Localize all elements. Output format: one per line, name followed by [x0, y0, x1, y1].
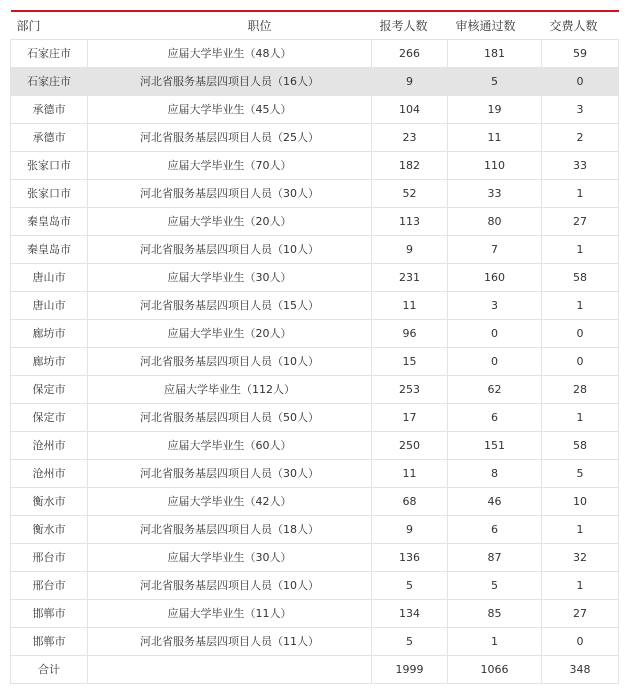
- paid-cell: 58: [542, 263, 619, 291]
- paid-cell: 0: [542, 347, 619, 375]
- table-row: [11, 375, 619, 403]
- position-cell: 河北省服务基层四项目人员（18人）: [88, 515, 372, 543]
- applicants-cell: 5: [372, 627, 448, 655]
- approved-cell: 7: [448, 235, 542, 263]
- approved-cell: 151: [448, 431, 542, 459]
- applicants-cell: 231: [372, 263, 448, 291]
- department-cell: 保定市: [11, 375, 88, 403]
- paid-cell: 0: [542, 319, 619, 347]
- department-cell: 邯郸市: [11, 599, 88, 627]
- position-cell: 应届大学毕业生（112人）: [88, 375, 372, 403]
- data-table: [10, 10, 619, 684]
- approved-cell: 5: [448, 571, 542, 599]
- applicants-cell: 182: [372, 151, 448, 179]
- applicants-cell: 9: [372, 67, 448, 95]
- paid-cell: 348: [542, 655, 619, 683]
- applicants-cell: 17: [372, 403, 448, 431]
- paid-cell: 2: [542, 123, 619, 151]
- position-cell: 应届大学毕业生（45人）: [88, 95, 372, 123]
- table-row: [11, 235, 619, 263]
- header-approved: 审核通过数: [448, 11, 542, 39]
- approved-cell: 33: [448, 179, 542, 207]
- table-row: [11, 543, 619, 571]
- position-cell: 应届大学毕业生（20人）: [88, 207, 372, 235]
- paid-cell: 33: [542, 151, 619, 179]
- applicants-cell: 52: [372, 179, 448, 207]
- applicants-cell: 253: [372, 375, 448, 403]
- position-cell: 河北省服务基层四项目人员（10人）: [88, 347, 372, 375]
- approved-cell: 0: [448, 319, 542, 347]
- table-row: [11, 431, 619, 459]
- position-cell: 河北省服务基层四项目人员（25人）: [88, 123, 372, 151]
- paid-cell: 1: [542, 179, 619, 207]
- data-table-container: [10, 10, 618, 684]
- paid-cell: 27: [542, 599, 619, 627]
- header-paid: 交费人数: [542, 11, 619, 39]
- department-cell: 邢台市: [11, 571, 88, 599]
- approved-cell: 6: [448, 515, 542, 543]
- department-cell: 秦皇岛市: [11, 207, 88, 235]
- table-row: [11, 151, 619, 179]
- position-cell: [88, 655, 372, 683]
- applicants-cell: 68: [372, 487, 448, 515]
- table-row: [11, 95, 619, 123]
- applicants-cell: 9: [372, 235, 448, 263]
- approved-cell: 181: [448, 39, 542, 67]
- approved-cell: 62: [448, 375, 542, 403]
- table-row: [11, 319, 619, 347]
- table-row: [11, 571, 619, 599]
- applicants-cell: 136: [372, 543, 448, 571]
- department-cell: 石家庄市: [11, 67, 88, 95]
- department-cell: 张家口市: [11, 151, 88, 179]
- approved-cell: 87: [448, 543, 542, 571]
- table-row: [11, 207, 619, 235]
- applicants-cell: 134: [372, 599, 448, 627]
- table-body: [11, 39, 619, 683]
- table-row: [11, 291, 619, 319]
- applicants-cell: 1999: [372, 655, 448, 683]
- approved-cell: 11: [448, 123, 542, 151]
- paid-cell: 5: [542, 459, 619, 487]
- header-department: 部门: [11, 11, 88, 39]
- position-cell: 河北省服务基层四项目人员（30人）: [88, 459, 372, 487]
- applicants-cell: 9: [372, 515, 448, 543]
- department-cell: 沧州市: [11, 431, 88, 459]
- header-position: 职位: [88, 11, 372, 39]
- paid-cell: 1: [542, 571, 619, 599]
- position-cell: 应届大学毕业生（70人）: [88, 151, 372, 179]
- paid-cell: 59: [542, 39, 619, 67]
- approved-cell: 0: [448, 347, 542, 375]
- position-cell: 应届大学毕业生（20人）: [88, 319, 372, 347]
- position-cell: 应届大学毕业生（30人）: [88, 263, 372, 291]
- approved-cell: 19: [448, 95, 542, 123]
- department-cell: 唐山市: [11, 263, 88, 291]
- table-row: [11, 627, 619, 655]
- table-row: [11, 599, 619, 627]
- paid-cell: 32: [542, 543, 619, 571]
- applicants-cell: 5: [372, 571, 448, 599]
- position-cell: 河北省服务基层四项目人员（10人）: [88, 235, 372, 263]
- paid-cell: 27: [542, 207, 619, 235]
- paid-cell: 10: [542, 487, 619, 515]
- position-cell: 河北省服务基层四项目人员（30人）: [88, 179, 372, 207]
- paid-cell: 0: [542, 627, 619, 655]
- table-row: [11, 347, 619, 375]
- department-cell: 衡水市: [11, 515, 88, 543]
- paid-cell: 0: [542, 67, 619, 95]
- header-applicants: 报考人数: [372, 11, 448, 39]
- department-cell: 邯郸市: [11, 627, 88, 655]
- total-row: [11, 655, 619, 683]
- paid-cell: 1: [542, 291, 619, 319]
- position-cell: 河北省服务基层四项目人员（50人）: [88, 403, 372, 431]
- department-cell: 石家庄市: [11, 39, 88, 67]
- department-cell: 承德市: [11, 95, 88, 123]
- department-cell: 保定市: [11, 403, 88, 431]
- approved-cell: 5: [448, 67, 542, 95]
- department-cell: 衡水市: [11, 487, 88, 515]
- applicants-cell: 23: [372, 123, 448, 151]
- table-row: [11, 403, 619, 431]
- department-cell: 沧州市: [11, 459, 88, 487]
- applicants-cell: 11: [372, 459, 448, 487]
- approved-cell: 8: [448, 459, 542, 487]
- table-row: [11, 487, 619, 515]
- department-cell: 邢台市: [11, 543, 88, 571]
- paid-cell: 3: [542, 95, 619, 123]
- applicants-cell: 96: [372, 319, 448, 347]
- position-cell: 河北省服务基层四项目人员（16人）: [88, 67, 372, 95]
- applicants-cell: 11: [372, 291, 448, 319]
- department-cell: 廊坊市: [11, 347, 88, 375]
- table-row: [11, 123, 619, 151]
- table-row: [11, 263, 619, 291]
- table-row: [11, 179, 619, 207]
- department-cell: 唐山市: [11, 291, 88, 319]
- table-row: [11, 515, 619, 543]
- applicants-cell: 113: [372, 207, 448, 235]
- department-cell: 张家口市: [11, 179, 88, 207]
- position-cell: 应届大学毕业生（11人）: [88, 599, 372, 627]
- position-cell: 河北省服务基层四项目人员（11人）: [88, 627, 372, 655]
- department-cell: 廊坊市: [11, 319, 88, 347]
- approved-cell: 110: [448, 151, 542, 179]
- position-cell: 应届大学毕业生（42人）: [88, 487, 372, 515]
- applicants-cell: 104: [372, 95, 448, 123]
- approved-cell: 1066: [448, 655, 542, 683]
- paid-cell: 1: [542, 403, 619, 431]
- paid-cell: 1: [542, 235, 619, 263]
- table-header-row: [11, 11, 619, 39]
- table-row: [11, 39, 619, 67]
- position-cell: 河北省服务基层四项目人员（10人）: [88, 571, 372, 599]
- approved-cell: 80: [448, 207, 542, 235]
- paid-cell: 1: [542, 515, 619, 543]
- approved-cell: 3: [448, 291, 542, 319]
- approved-cell: 6: [448, 403, 542, 431]
- department-cell: 承德市: [11, 123, 88, 151]
- approved-cell: 1: [448, 627, 542, 655]
- position-cell: 河北省服务基层四项目人员（15人）: [88, 291, 372, 319]
- position-cell: 应届大学毕业生（48人）: [88, 39, 372, 67]
- table-row: [11, 459, 619, 487]
- position-cell: 应届大学毕业生（60人）: [88, 431, 372, 459]
- department-cell: 秦皇岛市: [11, 235, 88, 263]
- paid-cell: 58: [542, 431, 619, 459]
- applicants-cell: 15: [372, 347, 448, 375]
- approved-cell: 160: [448, 263, 542, 291]
- department-cell: 合计: [11, 655, 88, 683]
- approved-cell: 46: [448, 487, 542, 515]
- position-cell: 应届大学毕业生（30人）: [88, 543, 372, 571]
- applicants-cell: 250: [372, 431, 448, 459]
- paid-cell: 28: [542, 375, 619, 403]
- approved-cell: 85: [448, 599, 542, 627]
- applicants-cell: 266: [372, 39, 448, 67]
- table-row: [11, 67, 619, 95]
